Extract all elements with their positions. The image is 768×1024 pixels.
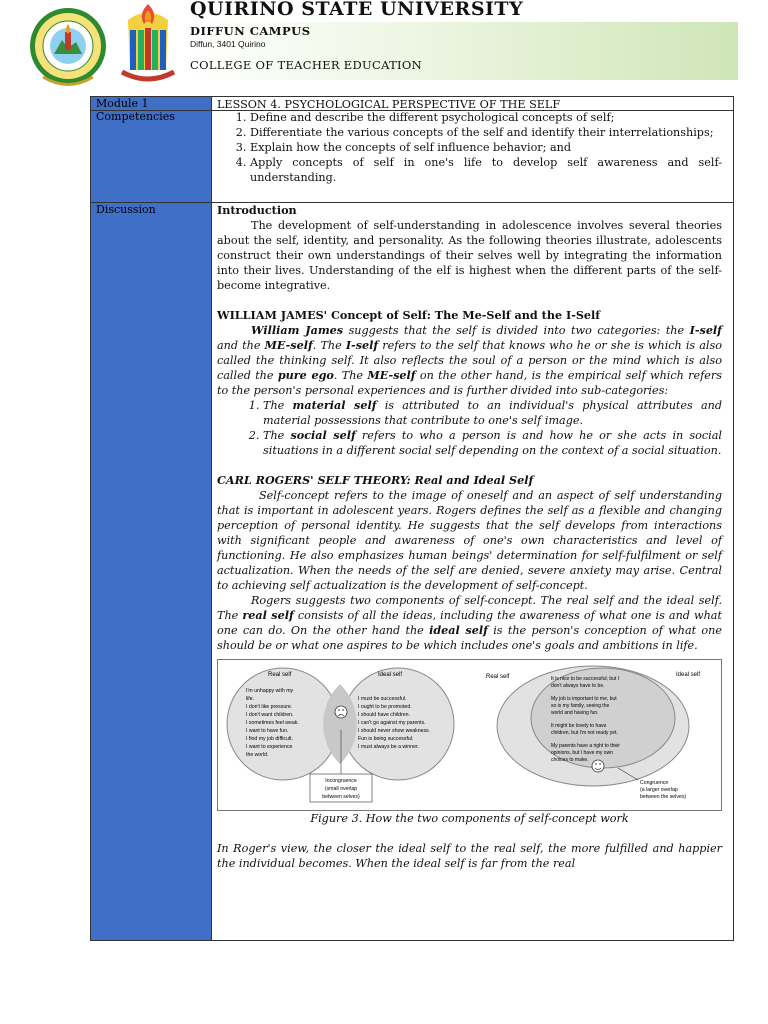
left-ideal-self-label: Ideal self <box>378 672 403 678</box>
svg-text:(small overlap: (small overlap <box>324 786 358 792</box>
campus-address: Diffun, 3401 Quirino <box>190 39 266 49</box>
term-ideal-self: ideal self <box>429 623 488 637</box>
svg-text:between the selves): between the selves) <box>640 794 687 800</box>
svg-text:It might be lovely to have: It might be lovely to have <box>551 723 607 729</box>
term-real-self: real self <box>242 608 294 622</box>
label-column <box>91 97 211 940</box>
university-seal-logo <box>28 2 108 92</box>
venn-diagrams <box>218 660 721 810</box>
svg-text:I want to have fun.: I want to have fun. <box>246 728 289 734</box>
campus-name: DIFFUN CAMPUS <box>190 24 311 38</box>
svg-text:between selves): between selves) <box>322 794 360 800</box>
smiley-face-icon <box>592 760 604 772</box>
svg-text:life.: life. <box>246 696 255 702</box>
svg-text:I'm unhappy with my: I'm unhappy with my <box>246 688 294 694</box>
module-table <box>90 96 734 941</box>
right-ideal-self-label: Ideal self <box>676 672 701 678</box>
lesson-title: LESSON 4. PSYCHOLOGICAL PERSPECTIVE OF THE SELF <box>217 98 561 111</box>
james-heading: WILLIAM JAMES' Concept of Self: The Me-Self and the I-Self <box>217 308 601 322</box>
list-item: 1. The material self is attributed to an individual's physical attributes and material possessions that contribute to one's self image. <box>263 398 722 428</box>
svg-text:I don't like pressure.: I don't like pressure. <box>246 704 293 710</box>
james-paragraph: William James suggests that the self is divided into two categories: the I-self and the ME-self. The I-self refers to the self that knows who he or she is which is also called the thinking self. It also reflects the soul of a person or the mind which is also called the pure ego. The ME-self on the other hand, is the empirical self which refers to the person's personal experiences and is further divided into sub-categories: <box>217 323 722 397</box>
svg-text:I should have children.: I should have children. <box>358 712 410 718</box>
term-william-james: William James <box>251 323 344 337</box>
college-name: COLLEGE OF TEACHER EDUCATION <box>190 58 422 72</box>
svg-text:choices to make.: choices to make. <box>551 757 589 763</box>
svg-text:Incongruence: Incongruence <box>325 778 357 784</box>
svg-text:My parents have a right to the: My parents have a right to their <box>551 743 620 749</box>
svg-text:I find my job difficult.: I find my job difficult. <box>246 736 293 742</box>
congruence-note <box>640 780 686 800</box>
svg-text:I must be successful.: I must be successful. <box>358 696 407 702</box>
discussion-label: Discussion <box>96 203 156 216</box>
list-item: 2. The social self refers to who a person is and how he or she acts in social situations in a different social self depending on the context of a social situation. <box>263 428 722 458</box>
svg-text:My job is important to me, but: My job is important to me, but <box>551 696 617 702</box>
svg-text:Fun is being successful.: Fun is being successful. <box>358 736 414 742</box>
figure-caption: Figure 3. How the two components of self-concept work <box>310 812 629 825</box>
teacher-education-torch-logo <box>108 0 188 88</box>
competency-item: 2. Differentiate the various concepts of the self and identify their interrelationships; <box>250 125 722 140</box>
rogers-paragraph-1: Self-concept refers to the image of oneself and an aspect of self understanding that is important in adolescent years. Rogers defines the self as a flexible and changing perception of personal identity. He suggests that the self develops from interactions with significant people and awareness of one's own characteristics and level of functioning. He also emphasizes human beings' determination for self-fulfilment or self actualization. When the needs of the self are denied, severe anxiety may arise. Central to achieving self actualization is the development of self-concept. <box>217 489 722 592</box>
svg-text:the world.: the world. <box>246 752 269 758</box>
svg-text:I ought to be promoted.: I ought to be promoted. <box>358 704 412 710</box>
intro-paragraph: The development of self-understanding in adolescence involves several theories about the self, identity, and personality. As the following theories illustrate, adolescents construct their own understandings of their selves well by integrating the information into their lives. Understanding of the elf is highest when the different parts of the self-become integrative. <box>217 219 722 292</box>
james-sub-categories <box>217 398 722 458</box>
svg-text:world and having fun.: world and having fun. <box>551 710 599 716</box>
svg-text:children, but I'm not ready ye: children, but I'm not ready yet. <box>551 730 618 736</box>
discussion-content <box>217 203 722 871</box>
competencies-label: Competencies <box>96 110 175 123</box>
incongruence-note <box>322 778 360 800</box>
module-label: Module 1 <box>96 97 149 110</box>
term-pure-ego: pure ego <box>277 368 334 382</box>
self-concept-figure <box>217 659 722 811</box>
university-name: QUIRINO STATE UNIVERSITY <box>190 0 524 20</box>
competency-item: 1. Define and describe the different psychological concepts of self; <box>250 110 722 125</box>
svg-text:I can't go against my parents.: I can't go against my parents. <box>358 720 426 726</box>
sad-face-icon <box>335 706 347 718</box>
svg-text:I don't want children.: I don't want children. <box>246 712 294 718</box>
intro-heading: Introduction <box>217 203 297 217</box>
svg-text:don't always have to be.: don't always have to be. <box>551 683 605 689</box>
closing-paragraph: In Roger's view, the closer the ideal self to the real self, the more fulfilled and happier the individual becomes. When the ideal self is far from the real <box>217 842 722 870</box>
competency-item: 3. Explain how the concepts of self influence behavior; and <box>250 140 722 155</box>
term-i-self: I-self <box>345 338 379 352</box>
svg-text:It is nice to be successful, b: It is nice to be successful, but I <box>551 676 620 682</box>
competency-item: 4. Apply concepts of self in one's life to develop self awareness and self-understanding. <box>250 155 722 185</box>
svg-text:opinions, but I have my own: opinions, but I have my own <box>551 750 613 756</box>
svg-text:I must always be a winner.: I must always be a winner. <box>358 744 419 750</box>
term-me-self: ME-self <box>264 338 313 352</box>
term-social-self: social self <box>290 428 356 442</box>
left-real-self-label: Real self <box>268 672 292 678</box>
svg-text:I sometimes feel weak.: I sometimes feel weak. <box>246 720 299 726</box>
svg-text:(a larger overlap: (a larger overlap <box>640 787 678 793</box>
right-real-self-label: Real self <box>486 674 510 680</box>
term-material-self: material self <box>292 398 377 412</box>
rogers-heading: CARL ROGERS' SELF THEORY: Real and Ideal Self <box>217 473 534 487</box>
term-me-self: ME-self <box>367 368 416 382</box>
svg-text:I want to experience: I want to experience <box>246 744 293 750</box>
column-divider <box>211 97 212 940</box>
page-header <box>0 0 768 92</box>
term-i-self: I-self <box>689 323 722 337</box>
svg-text:Congruence: Congruence <box>640 780 669 786</box>
competencies-list <box>217 110 722 185</box>
svg-text:I should never show weakness.: I should never show weakness. <box>358 728 431 734</box>
svg-text:so is my family, seeing the: so is my family, seeing the <box>551 703 610 709</box>
rogers-paragraph-2: Rogers suggests two components of self-concept. The real self and the ideal self. The real self consists of all the ideas, including the awareness of what one is and what one can do. On the other hand the ideal self is the person's conception of what one should be or what one aspires to be which includes one's goals and ambitions in life. <box>217 594 722 652</box>
